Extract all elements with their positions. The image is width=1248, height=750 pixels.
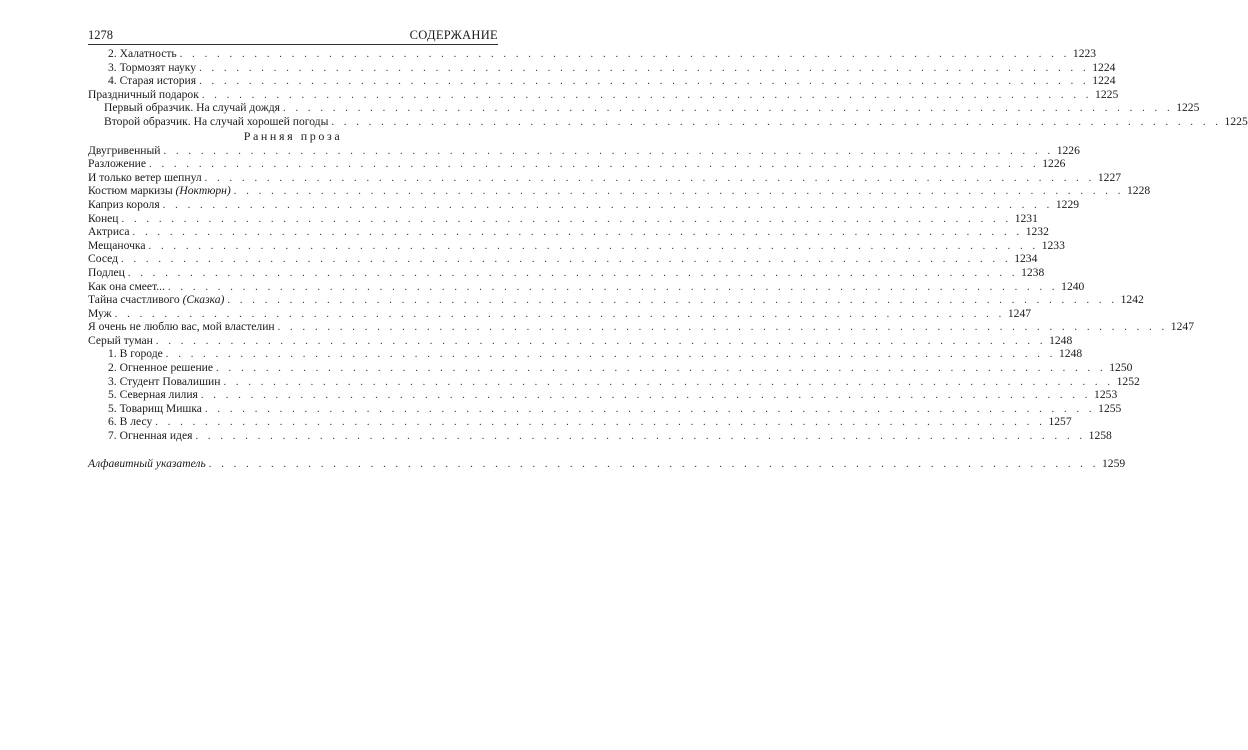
toc-entry-title — [88, 212, 122, 226]
toc-leader-dots: . . . . . . . . . . . . . . . . . . . . . . . . . . . . . . . . . . . . . . . . . . . . . . . . . . . . . . . . . . . . . . . . . . . . . . . . — [204, 172, 1095, 184]
toc-entry-title-text: Актриса — [88, 225, 130, 239]
toc-entry-title — [88, 402, 205, 416]
toc-entry-title-text: Муж — [88, 306, 112, 320]
toc-entry[interactable] — [88, 374, 1140, 389]
toc-entry[interactable] — [88, 60, 1116, 75]
toc-leader-dots: . . . . . . . . . . . . . . . . . . . . . . . . . . . . . . . . . . . . . . . . . . . . . . . . . . . . . . . . . . . . . . . . . . . . . . . . — [201, 89, 1093, 101]
toc-entry[interactable] — [88, 293, 1144, 307]
toc-entry-title-text: 4. Старая история — [108, 74, 197, 88]
toc-entry[interactable] — [88, 197, 1080, 212]
toc-entry-title-text: Второй образчик. На случай хорошей погоды — [104, 114, 329, 128]
toc-entry-title — [88, 307, 115, 321]
header-rule — [88, 44, 498, 45]
toc-entry-title-text: Двугривенный — [88, 143, 161, 157]
toc-entry-title-text: Мещаночка — [88, 238, 146, 252]
toc-entry-subtitle: (Сказка) — [182, 293, 225, 307]
toc-entry-title-text: И только ветер шепнул — [88, 170, 202, 184]
toc-entry[interactable] — [88, 388, 1118, 402]
toc-entry-title — [88, 198, 163, 212]
toc-entry-title — [88, 388, 201, 402]
toc-entry-title-text: 2. Халатность — [108, 47, 177, 60]
toc-entry[interactable] — [88, 361, 1133, 375]
toc-entry-page: 1234 — [1014, 252, 1038, 266]
toc-leader-dots: . . . . . . . . . . . . . . . . . . . . . . . . . . . . . . . . . . . . . . . . . . . . . . . . . . . . . . . . . . . . . . . . . . . . . . . . — [149, 159, 1040, 171]
toc-entry-page: 1225 — [1176, 101, 1200, 115]
running-title: СОДЕРЖАНИЕ — [409, 28, 498, 42]
toc-entry-title — [88, 225, 133, 239]
toc-entry-title — [88, 415, 155, 429]
toc-entry-title — [88, 144, 164, 158]
toc-leader-dots: . . . . . . . . . . . . . . . . . . . . . . . . . . . . . . . . . . . . . . . . . . . . . . . . . . . . . . . . . . . . . . . . . . . . . . . . — [132, 227, 1023, 239]
toc-entry-page: 1242 — [1120, 293, 1144, 307]
toc-entry-title — [88, 429, 195, 443]
toc-entry-title — [88, 101, 283, 115]
toc-leader-dots: . . . . . . . . . . . . . . . . . . . . . . . . . . . . . . . . . . . . . . . . . . . . . . . . . . . . . . . . . . . . . . . . . . . . . . . . — [127, 267, 1019, 279]
toc-leader-dots: . . . . . . . . . . . . . . . . . . . . . . . . . . . . . . . . . . . . . . . . . . . . . . . . . . . . . . . . . . . . . . . . . . . . . . . . — [199, 62, 1090, 74]
toc-entry-page: 1224 — [1092, 60, 1116, 74]
toc-entry-title — [88, 361, 216, 375]
toc-entry[interactable] — [88, 157, 1066, 171]
toc-entry-page: 1232 — [1025, 225, 1049, 239]
toc-entry-title-text: Праздничный подарок — [88, 87, 199, 101]
toc-leader-dots: . . . . . . . . . . . . . . . . . . . . . . . . . . . . . . . . . . . . . . . . . . . . . . . . . . . . . . . . . . . . . . . . . . . . . . . . — [283, 103, 1174, 115]
toc-leader-dots: . . . . . . . . . . . . . . . . . . . . . . . . . . . . . . . . . . . . . . . . . . . . . . . . . . . . . . . . . . . . . . . . . . . . . . . . — [155, 417, 1046, 429]
toc-entry-title-text: Конец — [88, 211, 119, 225]
toc-leader-dots: . . . . . . . . . . . . . . . . . . . . . . . . . . . . . . . . . . . . . . . . . . . . . . . . . . . . . . . . . . . . . . . . . . . . . . . . — [121, 254, 1012, 266]
toc-leader-dots: . . . . . . . . . . . . . . . . . . . . . . . . . . . . . . . . . . . . . . . . . . . . . . . . . . . . . . . . . . . . . . . . . . . . . . . . — [204, 403, 1096, 415]
toc-leader-dots: . . . . . . . . . . . . . . . . . . . . . . . . . . . . . . . . . . . . . . . . . . . . . . . . . . . . . . . . . . . . . . . . . . . . . . . . — [277, 322, 1168, 334]
toc-leader-dots: . . . . . . . . . . . . . . . . . . . . . . . . . . . . . . . . . . . . . . . . . . . . . . . . . . . . . . . . . . . . . . . . . . . . . . . . — [208, 458, 1099, 470]
toc-entry-title-text: Сосед — [88, 252, 118, 266]
toc-entry-title-text: 1. В городе — [108, 347, 163, 361]
toc-entry-page: 1253 — [1094, 388, 1118, 402]
toc-entry-title-text: 7. Огненная идея — [108, 429, 193, 443]
toc-entry-title — [88, 320, 278, 334]
toc-entry-page: 1247 — [1007, 306, 1032, 320]
toc-leader-dots: . . . . . . . . . . . . . . . . . . . . . . . . . . . . . . . . . . . . . . . . . . . . . . . . . . . . . . . . . . . . . . . . . . . . . . . . — [331, 116, 1222, 128]
toc-entry-page: 1258 — [1088, 429, 1112, 443]
toc-entry-title-text: Я очень не люблю вас, мой властелин — [88, 320, 275, 334]
toc-entry-page: 1227 — [1097, 170, 1122, 184]
toc-leader-dots: . . . . . . . . . . . . . . . . . . . . . . . . . . . . . . . . . . . . . . . . . . . . . . . . . . . . . . . . . . . . . . . . . . . . . . . . — [227, 295, 1118, 307]
toc-entry-page: 1255 — [1098, 401, 1122, 415]
toc-entry[interactable] — [88, 401, 1122, 416]
toc-group-before-heading — [88, 47, 1248, 129]
toc-entry[interactable] — [88, 211, 1038, 226]
toc-entry-title-text: 3. Студент Повалишин — [108, 374, 221, 388]
toc-entry[interactable] — [88, 306, 1032, 321]
toc-entry-title — [88, 334, 156, 348]
toc-entry-title-text: 5. Товарищ Мишка — [108, 401, 202, 415]
toc-entry-title — [88, 61, 199, 75]
toc-entry-title-text: Костюм маркизы — [88, 184, 176, 198]
toc-entry[interactable] — [88, 279, 1085, 294]
toc-entry-page: 1240 — [1061, 279, 1085, 293]
toc-leader-dots: . . . . . . . . . . . . . . . . . . . . . . . . . . . . . . . . . . . . . . . . . . . . . . . . . . . . . . . . . . . . . . . . . . . . . . . . — [223, 376, 1114, 388]
toc-entry-page: 1229 — [1055, 197, 1080, 211]
toc-leader-dots: . . . . . . . . . . . . . . . . . . . . . . . . . . . . . . . . . . . . . . . . . . . . . . . . . . . . . . . . . . . . . . . . . . . . . . . . — [233, 186, 1124, 198]
toc-entry-page: 1225 — [1224, 114, 1248, 128]
toc-entry-title — [88, 157, 149, 171]
toc-leader-dots: . . . . . . . . . . . . . . . . . . . . . . . . . . . . . . . . . . . . . . . . . . . . . . . . . . . . . . . . . . . . . . . . . . . . . . . . — [165, 349, 1056, 361]
toc-entry-page: 1233 — [1041, 238, 1065, 252]
toc-entry-title — [88, 184, 234, 198]
toc-entry[interactable] — [88, 347, 1083, 361]
toc-entry-page: 1226 — [1042, 157, 1066, 171]
toc-leader-dots: . . . . . . . . . . . . . . . . . . . . . . . . . . . . . . . . . . . . . . . . . . . . . . . . . . . . . . . . . . . . . . . . . . . . . . . . — [148, 240, 1039, 252]
toc-entry-title — [88, 280, 168, 294]
toc-entry[interactable] — [88, 74, 1116, 88]
toc-entry-title-text: Каприз короля — [88, 197, 160, 211]
toc-entry-index[interactable] — [88, 456, 1126, 471]
toc-entry-page: 1228 — [1126, 184, 1151, 198]
toc-leader-dots: . . . . . . . . . . . . . . . . . . . . . . . . . . . . . . . . . . . . . . . . . . . . . . . . . . . . . . . . . . . . . . . . . . . . . . . . — [179, 49, 1070, 60]
toc-entry-page: 1223 — [1072, 47, 1097, 60]
toc-entry[interactable] — [88, 415, 1072, 429]
toc-entry[interactable] — [88, 252, 1038, 266]
toc-leader-dots: . . . . . . . . . . . . . . . . . . . . . . . . . . . . . . . . . . . . . . . . . . . . . . . . . . . . . . . . . . . . . . . . . . . . . . . . — [195, 431, 1086, 443]
toc-leader-dots: . . . . . . . . . . . . . . . . . . . . . . . . . . . . . . . . . . . . . . . . . . . . . . . . . . . . . . . . . . . . . . . . . . . . . . . . — [163, 145, 1054, 157]
toc-entry-subtitle: (Ноктюрн) — [175, 184, 231, 198]
toc-entry-page: 1248 — [1049, 333, 1073, 347]
toc-entry[interactable] — [88, 101, 1200, 115]
toc-entry-title — [88, 239, 149, 253]
toc-leader-dots: . . . . . . . . . . . . . . . . . . . . . . . . . . . . . . . . . . . . . . . . . . . . . . . . . . . . . . . . . . . . . . . . . . . . . . . . — [200, 390, 1092, 402]
toc-entry-page: 1257 — [1048, 415, 1072, 429]
toc-entry-title-text: Серый туман — [88, 333, 153, 347]
toc-leader-dots: . . . . . . . . . . . . . . . . . . . . . . . . . . . . . . . . . . . . . . . . . . . . . . . . . . . . . . . . . . . . . . . . . . . . . . . . — [121, 213, 1012, 225]
toc-entry-page: 1248 — [1058, 347, 1083, 361]
toc-entry[interactable] — [88, 170, 1122, 185]
toc-group-early-prose — [88, 143, 1194, 443]
toc-entry[interactable] — [88, 320, 1194, 334]
toc-entry-title-text: Тайна счастливого — [88, 293, 183, 307]
toc-entry-title — [88, 171, 205, 185]
section-heading: Ранняя проза — [243, 128, 343, 143]
toc-entry-page: 1226 — [1056, 143, 1080, 157]
toc-entry[interactable] — [88, 47, 1097, 61]
toc-entry[interactable] — [88, 238, 1065, 253]
toc-entry[interactable] — [88, 143, 1080, 158]
toc-entry[interactable] — [88, 184, 1151, 198]
toc-entry-title-text: 6. В лесу — [108, 415, 153, 429]
toc-leader-dots: . . . . . . . . . . . . . . . . . . . . . . . . . . . . . . . . . . . . . . . . . . . . . . . . . . . . . . . . . . . . . . . . . . . . . . . . — [114, 308, 1005, 320]
toc-leader-dots: . . . . . . . . . . . . . . . . . . . . . . . . . . . . . . . . . . . . . . . . . . . . . . . . . . . . . . . . . . . . . . . . . . . . . . . . — [162, 199, 1053, 211]
toc-entry-title-text: Разложение — [88, 157, 147, 171]
toc-entry[interactable] — [88, 114, 1248, 129]
toc-leader-dots: . . . . . . . . . . . . . . . . . . . . . . . . . . . . . . . . . . . . . . . . . . . . . . . . . . . . . . . . . . . . . . . . . . . . . . . . — [155, 335, 1047, 347]
toc-entry-page: 1224 — [1092, 74, 1116, 88]
toc-entry-title-text: Первый образчик. На случай дождя — [104, 101, 281, 115]
toc-entry-title — [88, 47, 180, 61]
toc-entry-page: 1259 — [1101, 456, 1126, 470]
toc-leader-dots: . . . . . . . . . . . . . . . . . . . . . . . . . . . . . . . . . . . . . . . . . . . . . . . . . . . . . . . . . . . . . . . . . . . . . . . . — [167, 281, 1059, 293]
toc-entry[interactable] — [88, 429, 1112, 443]
toc-entry[interactable] — [88, 333, 1073, 348]
toc-entry-title-text: 5. Северная лилия — [108, 388, 198, 402]
toc-entry-title — [88, 252, 121, 266]
toc-entry-page: 1238 — [1021, 265, 1045, 279]
toc-entry-title — [88, 74, 199, 88]
toc-entry[interactable] — [88, 265, 1045, 280]
toc-entry-title — [88, 266, 128, 280]
toc-entry-title: Алфавитный указатель — [88, 456, 206, 470]
toc-entry[interactable] — [88, 87, 1119, 102]
toc-entry-page: 1231 — [1014, 211, 1038, 225]
toc-entry[interactable] — [88, 225, 1049, 239]
toc-entry-page: 1252 — [1116, 374, 1140, 388]
toc-entry-title — [88, 115, 331, 129]
toc-entry-title-text: 3. Тормозят науку — [108, 60, 197, 74]
toc-entry-title — [88, 293, 227, 307]
toc-entry-title-text: Подлец — [88, 265, 125, 279]
toc-entry-title — [88, 88, 202, 102]
toc-leader-dots: . . . . . . . . . . . . . . . . . . . . . . . . . . . . . . . . . . . . . . . . . . . . . . . . . . . . . . . . . . . . . . . . . . . . . . . . — [216, 363, 1107, 375]
toc-entry-page: 1225 — [1095, 87, 1119, 101]
toc-spacer — [88, 443, 498, 457]
toc-leader-dots: . . . . . . . . . . . . . . . . . . . . . . . . . . . . . . . . . . . . . . . . . . . . . . . . . . . . . . . . . . . . . . . . . . . . . . . . — [199, 76, 1090, 88]
toc-entry-title-text: Как она смеет... — [88, 279, 165, 293]
toc-entry-page: 1247 — [1170, 320, 1194, 334]
table-of-contents — [88, 47, 1248, 470]
toc-entry-title — [88, 375, 223, 389]
page-number: 1278 — [88, 28, 113, 42]
toc-entry-page: 1250 — [1109, 361, 1133, 375]
toc-entry-title — [88, 347, 166, 361]
toc-entry-title-text: 2. Огненное решение — [108, 361, 214, 375]
